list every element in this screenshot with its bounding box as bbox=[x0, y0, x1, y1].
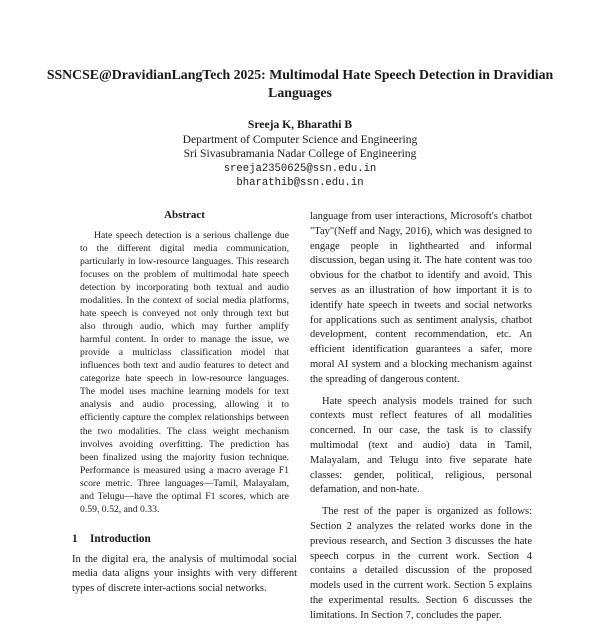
left-column bbox=[72, 208, 297, 597]
author-college: Sri Sivasubramania Nadar College of Engineering bbox=[183, 147, 417, 161]
abstract-text: Hate speech detection is a serious challenge due to the different digital media communication, particularly in low-resource languages. This research focuses on the problem of multimodal hate speech detection by incorporating both textual and audio modalities. In the context of social media platforms, hate speech is conveyed not only through text but also through audio, which may further amplify harmful content. In order to manage the issue, we provide a multiclass classification model that influences both text and audio features to detect and categorize hate speech in low-resource languages. The model uses machine learning models for text analysis and audio processing, allowing it to efficiently capture the complex relationships between the two modalities. The class weight mechanism involves avoiding overfitting. The prediction has been finalized using the majority fusion technique. Performance is measured using a macro average F1 score metric. Three languages—Tamil, Malayalam, and Telugu—have the optimal F1 scores, which are 0.59, 0.52, and 0.33. bbox=[80, 229, 289, 515]
abstract-heading: Abstract bbox=[164, 209, 205, 221]
author-block bbox=[60, 118, 540, 191]
introduction-text: In the digital era, the analysis of multimodal social media data aligns your insights with very different types of discrete inter-actions social networks. bbox=[72, 553, 297, 595]
section-title: Introduction bbox=[90, 532, 151, 545]
section-heading-introduction bbox=[72, 532, 297, 547]
right-paragraph-2: Hate speech analysis models trained for such contexts must reflect features of all modalities concerned. In our case, the task is to classify multimodal (text and audio) data in Tamil, Malayalam, and Telugu into five separate hate classes: gender, political, religious, personal defamation, and non-hate. bbox=[310, 395, 532, 496]
right-paragraph-1: language from user interactions, Microsoft's chatbot "Tay"(Neff and Nagy, 2016), which was designed to engage people in lighthearted and informal discussion, began using it. The hate content was too obvious for the chatbot to identify and avoid. This serves as an illustration of how important it is to identify hate speech in tweets and social networks for applications such as sentiment analysis, chatbot development, content recommendation, etc. An efficient identification guarantees a safer, more moral AI system and a blocking mechanism against the spreading of dangerous content. bbox=[310, 211, 532, 385]
right-column bbox=[310, 210, 532, 624]
author-names: Sreeja K, Bharathi B bbox=[247, 118, 353, 131]
paper-title: SSNCSE@DravidianLangTech 2025: Multimodal Hate Speech Detection in Dravidian Languages bbox=[46, 67, 554, 100]
author-department: Department of Computer Science and Engineering bbox=[182, 132, 418, 146]
section-number: 1 bbox=[72, 532, 78, 545]
author-email-1[interactable]: sreeja2350625@ssn.edu.in bbox=[223, 162, 377, 175]
right-paragraph-3: The rest of the paper is organized as follows: Section 2 analyzes the related works done in the previous research, and Section 3 discusses the hate speech corpus in the current work. Section 4 contains a detailed discussion of the proposed models used in the current work. Section 5 explains the experimental results. Section 6 discusses the limitations. In Section 7, concludes the paper. bbox=[310, 506, 532, 621]
author-email-2[interactable]: bharathib@ssn.edu.in bbox=[236, 177, 364, 190]
